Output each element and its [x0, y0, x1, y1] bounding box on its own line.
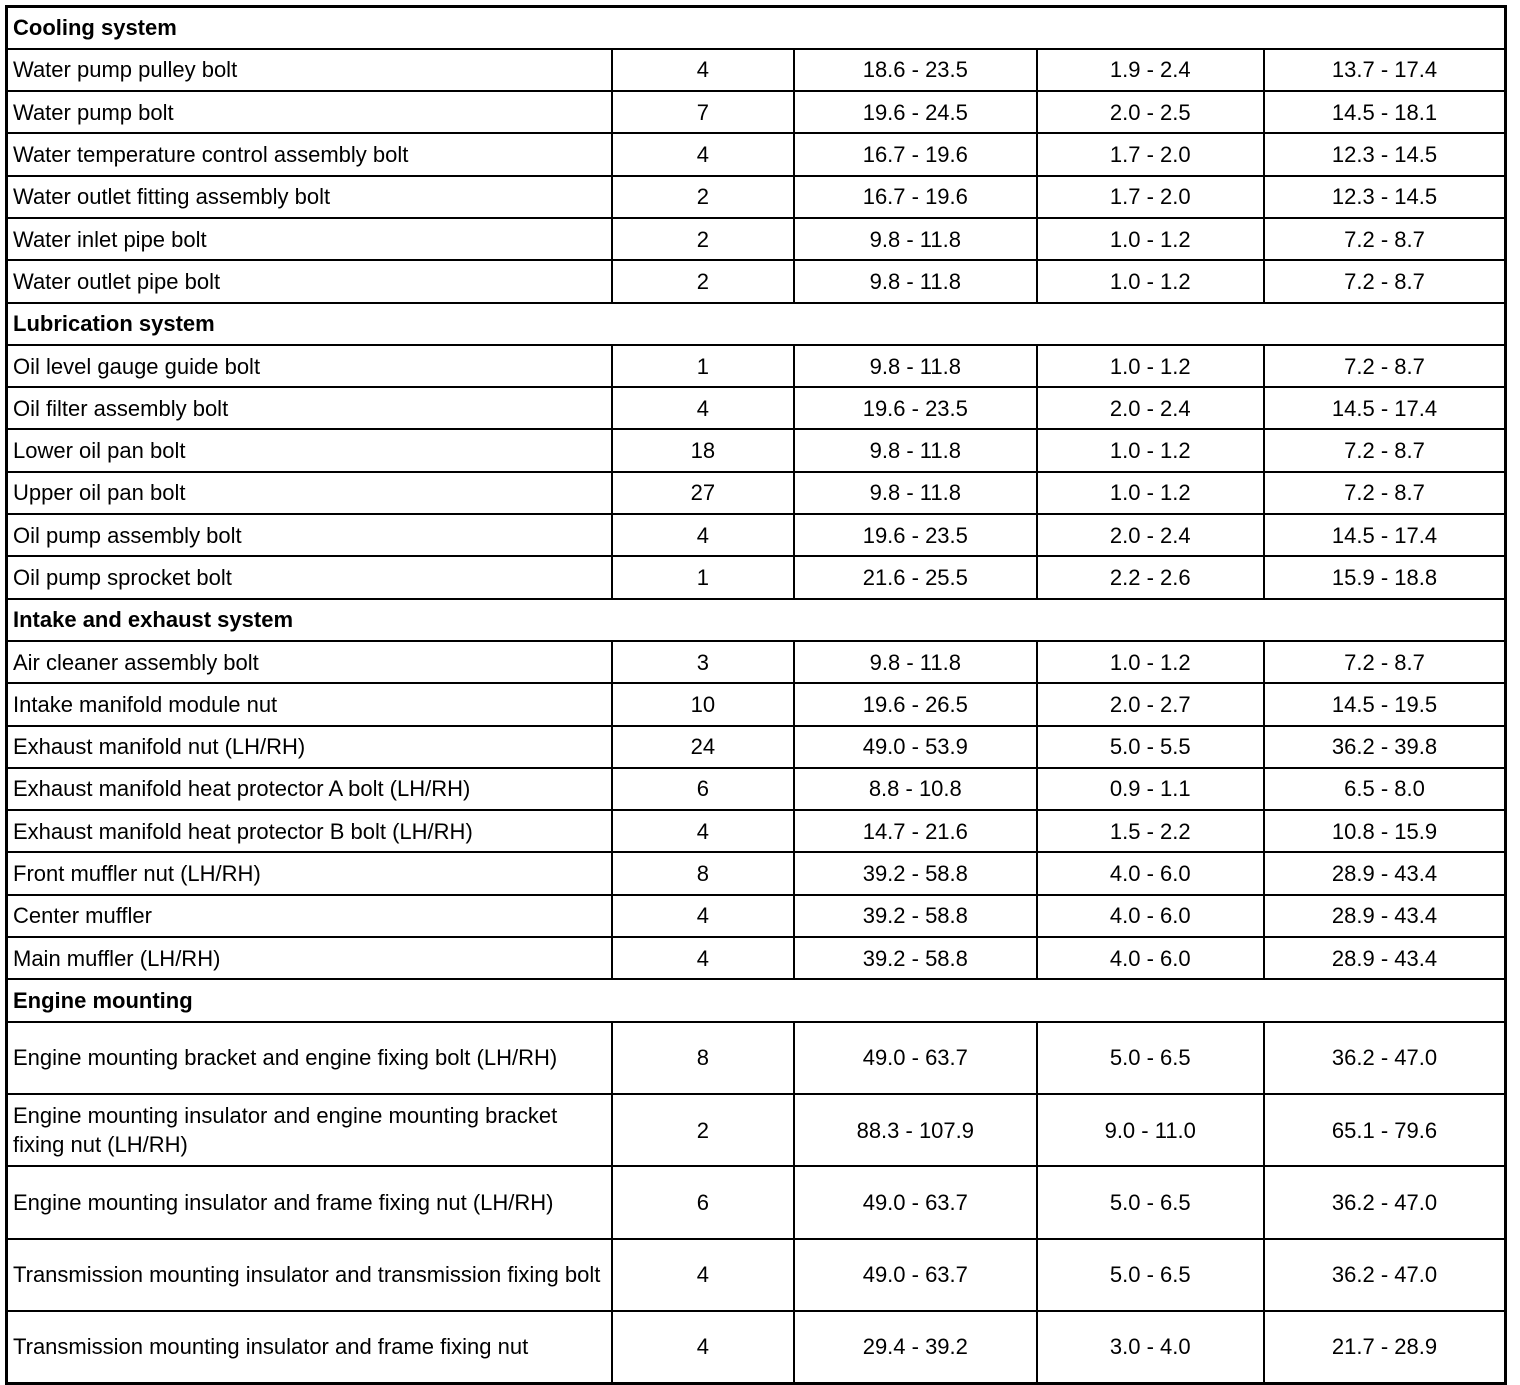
item-name-cell: Intake manifold module nut	[7, 683, 612, 725]
torque-nm-cell: 18.6 - 23.5	[794, 49, 1036, 91]
torque-nm-cell: 39.2 - 58.8	[794, 852, 1036, 894]
table-row	[7, 218, 1506, 260]
section-header-row	[7, 303, 1506, 345]
torque-nm-cell: 9.8 - 11.8	[794, 218, 1036, 260]
torque-nm-cell: 88.3 - 107.9	[794, 1094, 1036, 1166]
torque-lbft-cell: 13.7 - 17.4	[1264, 49, 1506, 91]
torque-nm-cell: 9.8 - 11.8	[794, 429, 1036, 471]
quantity-cell: 8	[612, 852, 794, 894]
quantity-cell: 27	[612, 472, 794, 514]
torque-lbft-cell: 7.2 - 8.7	[1264, 218, 1506, 260]
table-row	[7, 726, 1506, 768]
table-row	[7, 937, 1506, 979]
torque-nm-cell: 19.6 - 23.5	[794, 514, 1036, 556]
torque-kgfm-cell: 1.0 - 1.2	[1037, 218, 1264, 260]
torque-lbft-cell: 36.2 - 47.0	[1264, 1166, 1506, 1238]
torque-lbft-cell: 14.5 - 18.1	[1264, 91, 1506, 133]
torque-lbft-cell: 14.5 - 17.4	[1264, 514, 1506, 556]
torque-kgfm-cell: 2.0 - 2.5	[1037, 91, 1264, 133]
item-name-cell: Water temperature control assembly bolt	[7, 133, 612, 175]
torque-lbft-cell: 7.2 - 8.7	[1264, 641, 1506, 683]
quantity-cell: 1	[612, 556, 794, 598]
torque-lbft-cell: 14.5 - 19.5	[1264, 683, 1506, 725]
torque-kgfm-cell: 1.0 - 1.2	[1037, 429, 1264, 471]
table-row	[7, 1311, 1506, 1383]
torque-kgfm-cell: 1.7 - 2.0	[1037, 133, 1264, 175]
torque-lbft-cell: 65.1 - 79.6	[1264, 1094, 1506, 1166]
table-row	[7, 641, 1506, 683]
table-row	[7, 472, 1506, 514]
torque-kgfm-cell: 0.9 - 1.1	[1037, 768, 1264, 810]
item-name-cell: Main muffler (LH/RH)	[7, 937, 612, 979]
item-name-cell: Exhaust manifold nut (LH/RH)	[7, 726, 612, 768]
torque-nm-cell: 49.0 - 63.7	[794, 1239, 1036, 1311]
quantity-cell: 18	[612, 429, 794, 471]
torque-kgfm-cell: 1.7 - 2.0	[1037, 176, 1264, 218]
torque-nm-cell: 21.6 - 25.5	[794, 556, 1036, 598]
torque-kgfm-cell: 4.0 - 6.0	[1037, 895, 1264, 937]
table-row	[7, 514, 1506, 556]
item-name-cell: Front muffler nut (LH/RH)	[7, 852, 612, 894]
torque-kgfm-cell: 1.5 - 2.2	[1037, 810, 1264, 852]
torque-lbft-cell: 36.2 - 47.0	[1264, 1239, 1506, 1311]
section-title: Cooling system	[7, 7, 1506, 49]
torque-kgfm-cell: 1.0 - 1.2	[1037, 260, 1264, 302]
quantity-cell: 7	[612, 91, 794, 133]
quantity-cell: 4	[612, 895, 794, 937]
table-row	[7, 556, 1506, 598]
table-row	[7, 768, 1506, 810]
torque-lbft-cell: 28.9 - 43.4	[1264, 852, 1506, 894]
item-name-cell: Oil pump assembly bolt	[7, 514, 612, 556]
quantity-cell: 2	[612, 176, 794, 218]
item-name-cell: Water outlet fitting assembly bolt	[7, 176, 612, 218]
torque-nm-cell: 9.8 - 11.8	[794, 345, 1036, 387]
torque-lbft-cell: 28.9 - 43.4	[1264, 937, 1506, 979]
torque-lbft-cell: 36.2 - 39.8	[1264, 726, 1506, 768]
table-row	[7, 176, 1506, 218]
table-row	[7, 91, 1506, 133]
quantity-cell: 24	[612, 726, 794, 768]
quantity-cell: 4	[612, 1239, 794, 1311]
torque-kgfm-cell: 1.0 - 1.2	[1037, 641, 1264, 683]
quantity-cell: 4	[612, 810, 794, 852]
torque-kgfm-cell: 4.0 - 6.0	[1037, 937, 1264, 979]
item-name-cell: Lower oil pan bolt	[7, 429, 612, 471]
item-name-cell: Engine mounting bracket and engine fixing bolt (LH/RH)	[7, 1022, 612, 1094]
torque-nm-cell: 19.6 - 23.5	[794, 387, 1036, 429]
item-name-cell: Transmission mounting insulator and frame fixing nut	[7, 1311, 612, 1383]
torque-nm-cell: 16.7 - 19.6	[794, 176, 1036, 218]
torque-kgfm-cell: 1.0 - 1.2	[1037, 472, 1264, 514]
item-name-cell: Transmission mounting insulator and transmission fixing bolt	[7, 1239, 612, 1311]
table-row	[7, 683, 1506, 725]
torque-kgfm-cell: 2.0 - 2.4	[1037, 387, 1264, 429]
torque-nm-cell: 49.0 - 63.7	[794, 1166, 1036, 1238]
torque-nm-cell: 39.2 - 58.8	[794, 937, 1036, 979]
table-row	[7, 1094, 1506, 1166]
table-row	[7, 810, 1506, 852]
quantity-cell: 4	[612, 514, 794, 556]
torque-kgfm-cell: 2.2 - 2.6	[1037, 556, 1264, 598]
section-header-row	[7, 599, 1506, 641]
quantity-cell: 10	[612, 683, 794, 725]
quantity-cell: 3	[612, 641, 794, 683]
quantity-cell: 4	[612, 937, 794, 979]
item-name-cell: Water inlet pipe bolt	[7, 218, 612, 260]
torque-lbft-cell: 21.7 - 28.9	[1264, 1311, 1506, 1383]
quantity-cell: 2	[612, 218, 794, 260]
quantity-cell: 4	[612, 387, 794, 429]
section-header-row	[7, 979, 1506, 1021]
quantity-cell: 4	[612, 49, 794, 91]
table-row	[7, 345, 1506, 387]
torque-lbft-cell: 12.3 - 14.5	[1264, 176, 1506, 218]
torque-lbft-cell: 10.8 - 15.9	[1264, 810, 1506, 852]
section-header-row	[7, 7, 1506, 49]
torque-lbft-cell: 15.9 - 18.8	[1264, 556, 1506, 598]
quantity-cell: 6	[612, 768, 794, 810]
table-row	[7, 895, 1506, 937]
torque-lbft-cell: 36.2 - 47.0	[1264, 1022, 1506, 1094]
table-row	[7, 260, 1506, 302]
item-name-cell: Water outlet pipe bolt	[7, 260, 612, 302]
table-row	[7, 133, 1506, 175]
item-name-cell: Water pump bolt	[7, 91, 612, 133]
torque-lbft-cell: 28.9 - 43.4	[1264, 895, 1506, 937]
torque-kgfm-cell: 1.0 - 1.2	[1037, 345, 1264, 387]
torque-nm-cell: 16.7 - 19.6	[794, 133, 1036, 175]
torque-nm-cell: 9.8 - 11.8	[794, 641, 1036, 683]
torque-nm-cell: 19.6 - 24.5	[794, 91, 1036, 133]
torque-kgfm-cell: 2.0 - 2.7	[1037, 683, 1264, 725]
torque-kgfm-cell: 5.0 - 6.5	[1037, 1166, 1264, 1238]
torque-nm-cell: 8.8 - 10.8	[794, 768, 1036, 810]
item-name-cell: Oil filter assembly bolt	[7, 387, 612, 429]
item-name-cell: Exhaust manifold heat protector A bolt (LH/RH)	[7, 768, 612, 810]
torque-lbft-cell: 6.5 - 8.0	[1264, 768, 1506, 810]
table-row	[7, 1166, 1506, 1238]
quantity-cell: 4	[612, 133, 794, 175]
table-row	[7, 387, 1506, 429]
quantity-cell: 2	[612, 260, 794, 302]
torque-lbft-cell: 7.2 - 8.7	[1264, 345, 1506, 387]
quantity-cell: 8	[612, 1022, 794, 1094]
table-row	[7, 852, 1506, 894]
torque-nm-cell: 14.7 - 21.6	[794, 810, 1036, 852]
section-title: Lubrication system	[7, 303, 1506, 345]
quantity-cell: 2	[612, 1094, 794, 1166]
torque-kgfm-cell: 9.0 - 11.0	[1037, 1094, 1264, 1166]
torque-kgfm-cell: 5.0 - 6.5	[1037, 1022, 1264, 1094]
torque-nm-cell: 39.2 - 58.8	[794, 895, 1036, 937]
quantity-cell: 6	[612, 1166, 794, 1238]
table-row	[7, 429, 1506, 471]
torque-lbft-cell: 7.2 - 8.7	[1264, 472, 1506, 514]
item-name-cell: Upper oil pan bolt	[7, 472, 612, 514]
item-name-cell: Center muffler	[7, 895, 612, 937]
torque-lbft-cell: 14.5 - 17.4	[1264, 387, 1506, 429]
torque-nm-cell: 49.0 - 63.7	[794, 1022, 1036, 1094]
section-title: Intake and exhaust system	[7, 599, 1506, 641]
torque-kgfm-cell: 4.0 - 6.0	[1037, 852, 1264, 894]
torque-kgfm-cell: 5.0 - 6.5	[1037, 1239, 1264, 1311]
table-row	[7, 1022, 1506, 1094]
torque-spec-table	[5, 5, 1507, 1385]
torque-kgfm-cell: 1.9 - 2.4	[1037, 49, 1264, 91]
torque-nm-cell: 19.6 - 26.5	[794, 683, 1036, 725]
torque-nm-cell: 9.8 - 11.8	[794, 472, 1036, 514]
table-row	[7, 1239, 1506, 1311]
item-name-cell: Water pump pulley bolt	[7, 49, 612, 91]
quantity-cell: 4	[612, 1311, 794, 1383]
torque-lbft-cell: 7.2 - 8.7	[1264, 260, 1506, 302]
torque-lbft-cell: 7.2 - 8.7	[1264, 429, 1506, 471]
torque-lbft-cell: 12.3 - 14.5	[1264, 133, 1506, 175]
table-body	[7, 7, 1506, 1384]
item-name-cell: Engine mounting insulator and engine mounting bracket fixing nut (LH/RH)	[7, 1094, 612, 1166]
torque-kgfm-cell: 3.0 - 4.0	[1037, 1311, 1264, 1383]
section-title: Engine mounting	[7, 979, 1506, 1021]
item-name-cell: Exhaust manifold heat protector B bolt (LH/RH)	[7, 810, 612, 852]
quantity-cell: 1	[612, 345, 794, 387]
torque-nm-cell: 9.8 - 11.8	[794, 260, 1036, 302]
item-name-cell: Oil pump sprocket bolt	[7, 556, 612, 598]
item-name-cell: Air cleaner assembly bolt	[7, 641, 612, 683]
torque-nm-cell: 29.4 - 39.2	[794, 1311, 1036, 1383]
torque-kgfm-cell: 2.0 - 2.4	[1037, 514, 1264, 556]
torque-nm-cell: 49.0 - 53.9	[794, 726, 1036, 768]
torque-kgfm-cell: 5.0 - 5.5	[1037, 726, 1264, 768]
table-row	[7, 49, 1506, 91]
item-name-cell: Oil level gauge guide bolt	[7, 345, 612, 387]
item-name-cell: Engine mounting insulator and frame fixing nut (LH/RH)	[7, 1166, 612, 1238]
